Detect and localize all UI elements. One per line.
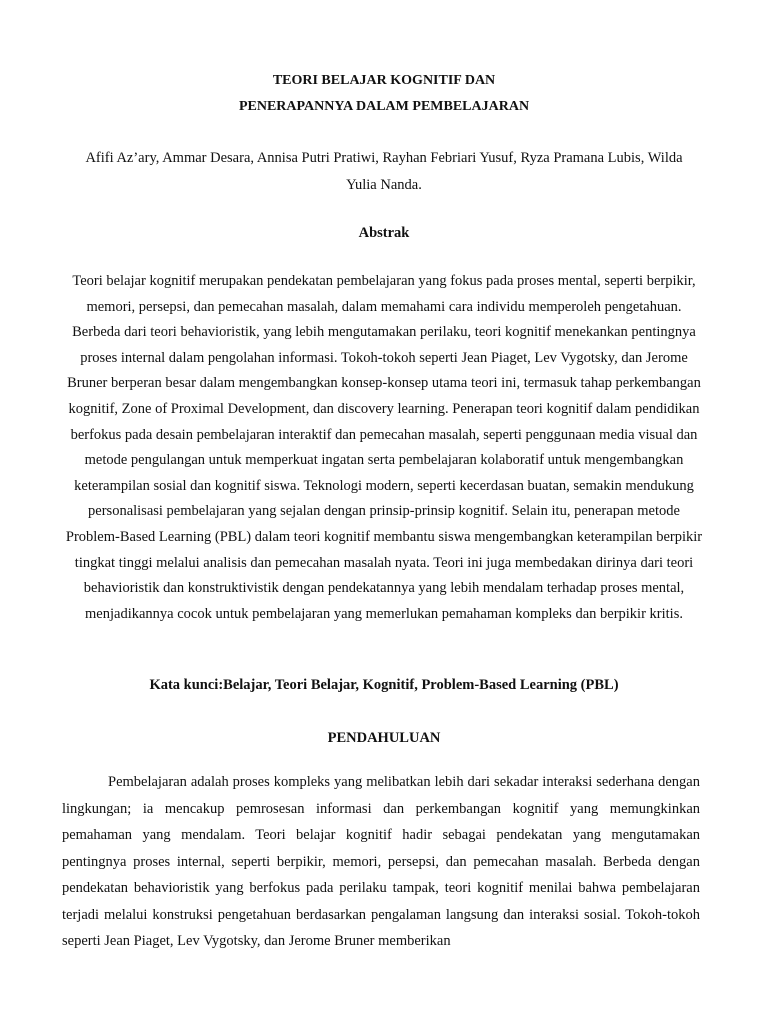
paper-title bbox=[0, 68, 768, 120]
author-list: Afifi Az’ary, Ammar Desara, Annisa Putri Pratiwi, Rayhan Febriari Yusuf, Ryza Pramana Lubis, Wilda Yulia Nanda. bbox=[85, 150, 683, 193]
title-line-1: TEORI BELAJAR KOGNITIF DAN bbox=[272, 73, 496, 88]
section-heading-introduction: PENDAHULUAN bbox=[327, 730, 441, 746]
title-line-2: PENERAPANNYA DALAM PEMBELAJARAN bbox=[238, 99, 530, 114]
abstract-text: Teori belajar kognitif merupakan pendekatan pembelajaran yang fokus pada proses mental, seperti berpikir, memori, persepsi, dan pemecahan masalah, dalam memahami cara individu memperoleh pengetahuan. Berbeda dari teori behavioristik, yang lebih mengutamakan perilaku, teori kognitif menekankan pentingnya proses internal dalam pengolahan informasi. Tokoh-tokoh seperti Jean Piaget, Lev Vygotsky, dan Jerome Bruner berperan besar dalam mengembangkan konsep-konsep utama teori ini, termasuk tahap perkembangan kognitif, Zone of Proximal Development, dan discovery learning. Penerapan teori kognitif dalam pendidikan berfokus pada desain pembelajaran interaktif dan pemecahan masalah, seperti penggunaan media visual dan metode pengulangan untuk memperkuat ingatan serta pembelajaran kolaboratif untuk mengembangkan keterampilan sosial dan kognitif siswa. Teknologi modern, seperti kecerdasan buatan, semakin mendukung personalisasi pembelajaran yang sejalan dengan prinsip-prinsip kognitif. Selain itu, penerapan metode Problem-Based Learning (PBL) dalam teori kognitif membantu siswa mengembangkan keterampilan berpikir tingkat tinggi melalui analisis dan pemecahan masalah nyata. Teori ini juga membedakan dirinya dari teori behavioristik dan konstruktivistik dengan pendekatannya yang lebih mendalam terhadap proses mental, menjadikannya cocok untuk pembelajaran yang memerlukan pemahaman kompleks dan berpikir kritis. bbox=[65, 273, 703, 622]
keywords: Kata kunci:Belajar, Teori Belajar, Kognitif, Problem-Based Learning (PBL) bbox=[149, 677, 619, 693]
abstract-heading: Abstrak bbox=[358, 225, 410, 241]
introduction-paragraph: Pembelajaran adalah proses kompleks yang melibatkan lebih dari sekadar interaksi sederhana dengan lingkungan; ia mencakup pemrosesan informasi dan perkembangan kognitif yang memungkinkan pemahaman yang mendalam. Teori belajar kognitif hadir sebagai pendekatan yang mengutamakan pentingnya proses internal, seperti berpikir, memori, persepsi, dan pemecahan masalah. Berbeda dengan pendekatan behavioristik yang berfokus pada perilaku tampak, teori kognitif menilai bahwa pembelajaran terjadi melalui konstruksi pengetahuan berdasarkan pengalaman langsung dan interaksi sosial. Tokoh-tokoh seperti Jean Piaget, Lev Vygotsky, dan Jerome Bruner memberikan bbox=[62, 774, 700, 949]
